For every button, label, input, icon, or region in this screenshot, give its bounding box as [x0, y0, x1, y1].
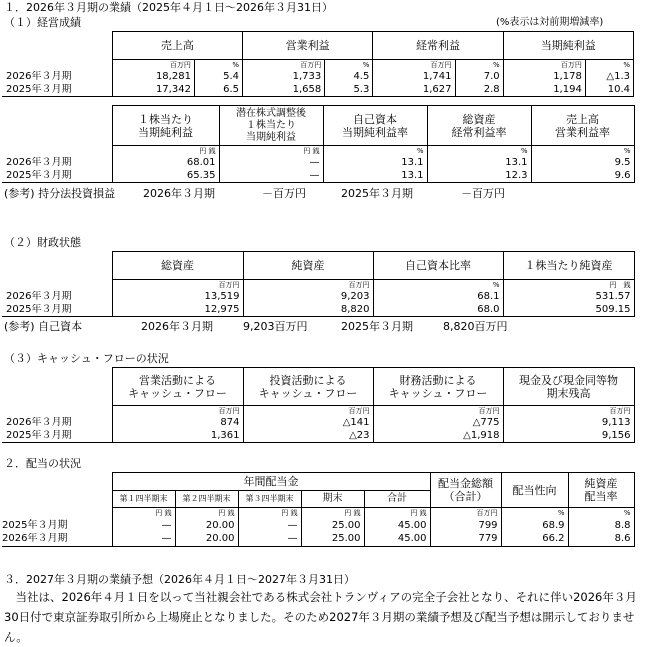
- table-row: [2, 417, 634, 430]
- header-eps: １株当たり 当期純利益: [112, 106, 219, 146]
- table-cell: 13.1: [323, 170, 427, 183]
- equity-label: (参考) 自己資本: [4, 320, 83, 333]
- equity-period-2: 2025年３月期: [341, 320, 413, 333]
- equity-period-1: 2026年３月期: [141, 320, 213, 333]
- table-cell: 65.35: [112, 170, 219, 183]
- unit-label: 円 銭: [112, 508, 175, 519]
- row-label: 2026年３月期: [2, 533, 112, 547]
- table-cell: —: [219, 170, 323, 183]
- row-label: 2026年３月期: [6, 417, 72, 428]
- header-q3: 第３四半期末: [238, 491, 301, 508]
- section-1-title: １．2026年３月期の業績（2025年４月１日～2026年３月31日）: [4, 1, 333, 14]
- table-cell: △23: [243, 430, 373, 443]
- header-doe: 純資産 配当率: [568, 473, 634, 508]
- dividends-table: [2, 472, 635, 547]
- unit-label: 百万円: [112, 406, 243, 417]
- header-annual-dividend: 年間配当金: [112, 473, 430, 491]
- equity-value-1: 9,203百万円: [243, 320, 308, 333]
- table-cell: —: [238, 533, 301, 547]
- table-cell: 8.6: [568, 533, 634, 547]
- unit-label: 百万円: [243, 406, 373, 417]
- table-cell: —: [238, 519, 301, 533]
- table-row: [2, 304, 634, 317]
- table-cell: △141: [243, 417, 373, 430]
- row-label: 2026年３月期: [6, 71, 72, 82]
- row-label: 2026年３月期: [6, 157, 72, 168]
- unit-label: %: [194, 60, 242, 71]
- header-operating-profit: 営業利益: [243, 32, 373, 60]
- table-cell: 8,820: [243, 304, 373, 317]
- operating-results-table: [2, 31, 634, 97]
- table-row: [2, 84, 634, 97]
- table-cell: 20.00: [175, 519, 238, 533]
- table-cell: 45.00: [364, 533, 430, 547]
- header-sales: 売上高: [112, 32, 242, 60]
- header-ordinary-profit: 経常利益: [373, 32, 503, 60]
- table-cell: —: [112, 533, 175, 547]
- dividends-title: ２．配当の状況: [4, 457, 81, 470]
- table-cell: 20.00: [175, 533, 238, 547]
- header-roe: 自己資本 当期純利益率: [323, 106, 427, 146]
- table-cell: 1,361: [112, 430, 243, 443]
- unit-label: 百万円: [373, 406, 503, 417]
- header-total: 合計: [364, 491, 430, 508]
- header-operating-cf: 営業活動による キャッシュ・フロー: [112, 368, 243, 406]
- unit-label: 円 銭: [238, 508, 301, 519]
- table-cell: 779: [430, 533, 501, 547]
- header-net-assets: 純資産: [243, 252, 373, 280]
- unit-label: 百万円: [430, 508, 501, 519]
- table-cell: 10.4: [585, 84, 633, 97]
- table-cell: 9,113: [503, 417, 634, 430]
- table-cell: 874: [112, 417, 243, 430]
- table-cell: 1,658: [243, 84, 325, 97]
- unit-label: 百万円: [503, 406, 634, 417]
- table-cell: 68.9: [501, 519, 568, 533]
- table-cell: 1,733: [243, 71, 325, 84]
- table-cell: 66.2: [501, 533, 568, 547]
- table-cell: 13,519: [112, 291, 243, 304]
- equity-method-value-2: －百万円: [461, 187, 505, 200]
- financial-position-heading: （２）財政状態: [4, 236, 81, 249]
- forecast-body: 当社は、2026年４月１日を以って当社親会社である株式会社トランヴィアの完全子会社となり、それに伴い2026年３月30日付で東京証券取引所から上場廃止となりました。そのため2027年３月期の業績予想及び配当予想は開示しておりません。: [4, 590, 637, 644]
- table-cell: △1.3: [585, 71, 633, 84]
- header-dividend-total: 配当金総額 （合計）: [430, 473, 501, 508]
- row-label: 2025年３月期: [2, 170, 112, 183]
- change-rate-note: (%表示は対前期増減率): [496, 17, 604, 28]
- table-row: [2, 519, 634, 533]
- unit-label: 円 銭: [503, 280, 634, 291]
- table-cell: 4.5: [325, 71, 373, 84]
- table-row: [2, 157, 634, 170]
- table-cell: 13.1: [323, 157, 427, 170]
- row-label: 2025年３月期: [2, 430, 112, 443]
- financial-position-table: [2, 251, 635, 317]
- cash-flow-heading: （３）キャッシュ・フローの状況: [4, 352, 169, 365]
- table-cell: 5.3: [325, 84, 373, 97]
- table-row: [2, 291, 634, 304]
- row-label: 2025年３月期: [2, 519, 68, 531]
- unit-label: %: [585, 60, 633, 71]
- table-cell: 6.5: [194, 84, 242, 97]
- operating-results-heading: （１）経営成績: [4, 16, 81, 29]
- table-cell: 5.4: [194, 71, 242, 84]
- header-year-end: 期末: [301, 491, 364, 508]
- unit-label: 百万円: [503, 60, 585, 71]
- header-financing-cf: 財務活動による キャッシュ・フロー: [373, 368, 503, 406]
- table-cell: 799: [430, 519, 501, 533]
- header-cash-balance: 現金及び現金同等物 期末残高: [503, 368, 634, 406]
- table-cell: 2.8: [455, 84, 503, 97]
- table-cell: 1,627: [373, 84, 455, 97]
- table-cell: △1,918: [373, 430, 503, 443]
- row-label: 2025年３月期: [2, 304, 112, 317]
- header-q2: 第２四半期末: [175, 491, 238, 508]
- unit-label: 百万円: [243, 60, 325, 71]
- table-cell: △775: [373, 417, 503, 430]
- table-cell: 18,281: [112, 71, 194, 84]
- table-cell: 1,194: [503, 84, 585, 97]
- table-cell: 13.1: [427, 157, 531, 170]
- table-cell: 9,203: [243, 291, 373, 304]
- header-q1: 第１四半期末: [112, 491, 175, 508]
- unit-label: %: [501, 508, 568, 519]
- table-cell: 9.5: [531, 157, 634, 170]
- table-cell: 45.00: [364, 519, 430, 533]
- table-row: [2, 430, 634, 443]
- table-cell: 25.00: [301, 533, 364, 547]
- table-cell: 68.0: [373, 304, 503, 317]
- unit-label: %: [325, 60, 373, 71]
- equity-method-period-1: 2026年３月期: [143, 187, 215, 200]
- unit-label: %: [531, 146, 634, 157]
- header-operating-margin: 売上高 営業利益率: [531, 106, 634, 146]
- header-bps: １株当たり純資産: [503, 252, 634, 280]
- header-diluted-eps: 潜在株式調整後 １株当たり 当期純利益: [219, 106, 323, 146]
- unit-label: 百万円: [112, 280, 243, 291]
- header-net-income: 当期純利益: [503, 32, 633, 60]
- table-cell: 9.6: [531, 170, 634, 183]
- unit-label: %: [373, 280, 503, 291]
- table-cell: 17,342: [112, 84, 194, 97]
- row-label: 2025年３月期: [2, 84, 112, 97]
- row-label: 2026年３月期: [6, 291, 72, 302]
- unit-label: 円 銭: [175, 508, 238, 519]
- unit-label: %: [323, 146, 427, 157]
- unit-label: %: [568, 508, 634, 519]
- unit-label: 円 銭: [219, 146, 323, 157]
- header-equity-ratio: 自己資本比率: [373, 252, 503, 280]
- table-cell: 25.00: [301, 519, 364, 533]
- equity-value-2: 8,820百万円: [443, 320, 508, 333]
- table-cell: 12,975: [112, 304, 243, 317]
- header-investing-cf: 投資活動による キャッシュ・フロー: [243, 368, 373, 406]
- table-cell: 7.0: [455, 71, 503, 84]
- table-cell: 8.8: [568, 519, 634, 533]
- cash-flow-table: [2, 367, 635, 443]
- equity-method-value-1: －百万円: [262, 187, 306, 200]
- unit-label: 百万円: [112, 60, 194, 71]
- unit-label: 円 銭: [301, 508, 364, 519]
- table-cell: 68.01: [112, 157, 219, 170]
- table-cell: —: [219, 157, 323, 170]
- equity-method-period-2: 2025年３月期: [341, 187, 413, 200]
- forecast-title: ３．2027年３月期の業績予想（2026年４月１日～2027年３月31日）: [4, 573, 355, 586]
- table-row: [2, 533, 634, 547]
- table-cell: 531.57: [503, 291, 634, 304]
- header-total-assets: 総資産: [112, 252, 243, 280]
- unit-label: 百万円: [243, 280, 373, 291]
- unit-label: 円 銭: [364, 508, 430, 519]
- table-cell: 509.15: [503, 304, 634, 317]
- table-row: [2, 71, 634, 84]
- table-cell: 68.1: [373, 291, 503, 304]
- table-cell: 12.3: [427, 170, 531, 183]
- header-roa: 総資産 経常利益率: [427, 106, 531, 146]
- equity-method-label: (参考) 持分法投資損益: [4, 187, 116, 200]
- table-cell: 1,741: [373, 71, 455, 84]
- unit-label: %: [427, 146, 531, 157]
- header-payout-ratio: 配当性向: [501, 473, 568, 508]
- table-cell: —: [112, 519, 175, 533]
- table-cell: 1,178: [503, 71, 585, 84]
- unit-label: 百万円: [373, 60, 455, 71]
- table-cell: 9,156: [503, 430, 634, 443]
- unit-label: %: [455, 60, 503, 71]
- per-share-table: [2, 105, 635, 183]
- table-row: [2, 170, 634, 183]
- unit-label: 円 銭: [112, 146, 219, 157]
